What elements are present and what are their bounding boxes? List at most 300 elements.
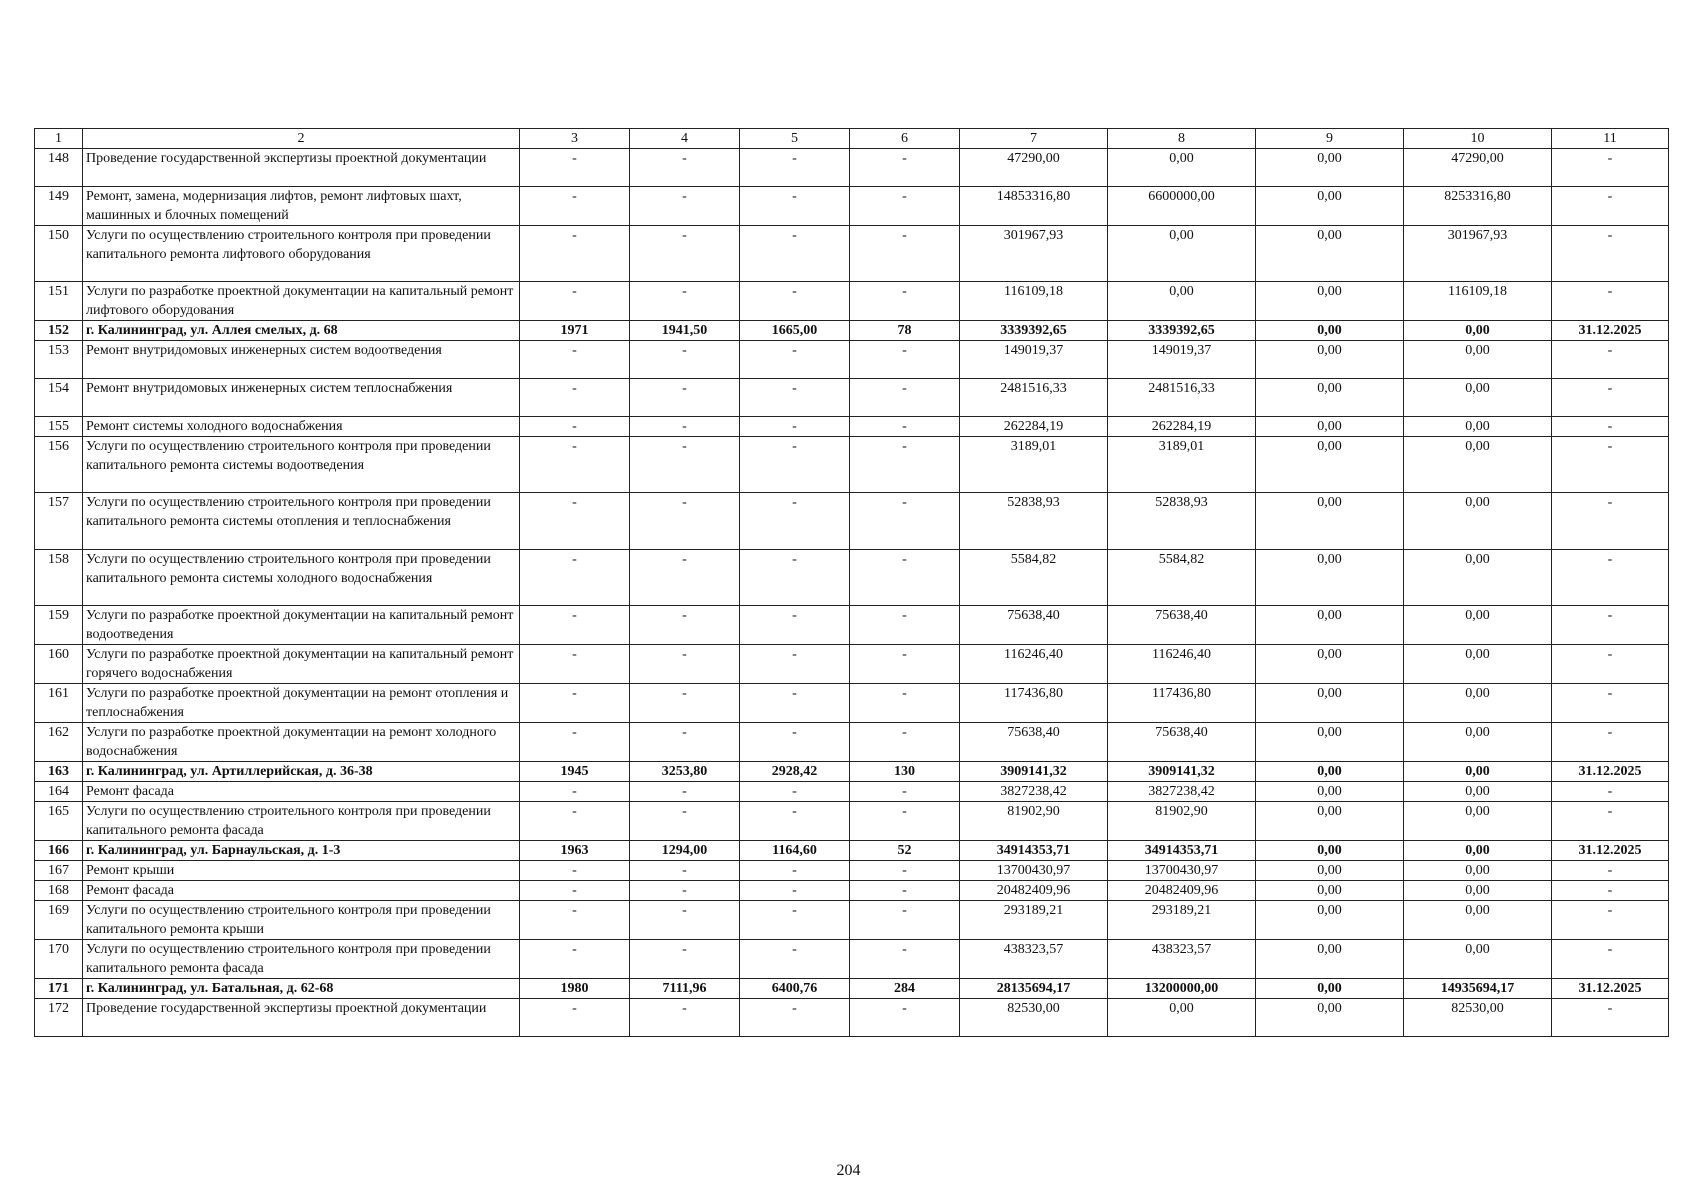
work-description: Ремонт фасада: [83, 782, 520, 802]
table-row: [35, 417, 1669, 437]
total-cost: 75638,40: [960, 723, 1108, 762]
row-number: 153: [35, 341, 83, 379]
budget-cost: 0,00: [1256, 979, 1404, 999]
column-header: 5: [740, 129, 850, 149]
fund-cost: 293189,21: [1108, 901, 1256, 940]
residents-count: -: [850, 187, 960, 226]
row-number: 159: [35, 606, 83, 645]
fund-cost: 3189,01: [1108, 437, 1256, 493]
completion-date: -: [1552, 999, 1669, 1037]
build-year: -: [520, 226, 630, 282]
budget-cost: 0,00: [1256, 187, 1404, 226]
column-header: 6: [850, 129, 960, 149]
total-area: 3253,80: [630, 762, 740, 782]
work-description: Услуги по осуществлению строительного контроля при проведении капитального ремонта крыши: [83, 901, 520, 940]
budget-cost: 0,00: [1256, 341, 1404, 379]
living-area: 2928,42: [740, 762, 850, 782]
build-year: -: [520, 550, 630, 606]
owners-cost: 116109,18: [1404, 282, 1552, 321]
total-cost: 3189,01: [960, 437, 1108, 493]
build-year: -: [520, 493, 630, 550]
total-cost: 117436,80: [960, 684, 1108, 723]
fund-cost: 149019,37: [1108, 341, 1256, 379]
address-row: [35, 979, 1669, 999]
owners-cost: 0,00: [1404, 550, 1552, 606]
fund-cost: 3909141,32: [1108, 762, 1256, 782]
completion-date: -: [1552, 940, 1669, 979]
total-area: -: [630, 226, 740, 282]
completion-date: 31.12.2025: [1552, 841, 1669, 861]
build-year: -: [520, 940, 630, 979]
table-row: [35, 341, 1669, 379]
total-cost: 75638,40: [960, 606, 1108, 645]
fund-cost: 75638,40: [1108, 606, 1256, 645]
living-area: -: [740, 802, 850, 841]
completion-date: -: [1552, 723, 1669, 762]
residents-count: 284: [850, 979, 960, 999]
budget-cost: 0,00: [1256, 379, 1404, 417]
budget-cost: 0,00: [1256, 762, 1404, 782]
fund-cost: 0,00: [1108, 149, 1256, 187]
residents-count: -: [850, 606, 960, 645]
fund-cost: 0,00: [1108, 226, 1256, 282]
fund-cost: 438323,57: [1108, 940, 1256, 979]
total-area: -: [630, 901, 740, 940]
budget-cost: 0,00: [1256, 606, 1404, 645]
living-area: -: [740, 341, 850, 379]
completion-date: 31.12.2025: [1552, 762, 1669, 782]
fund-cost: 34914353,71: [1108, 841, 1256, 861]
living-area: -: [740, 187, 850, 226]
row-number: 161: [35, 684, 83, 723]
living-area: -: [740, 861, 850, 881]
fund-cost: 2481516,33: [1108, 379, 1256, 417]
total-area: -: [630, 684, 740, 723]
column-number-header-row: [35, 129, 1669, 149]
owners-cost: 0,00: [1404, 341, 1552, 379]
fund-cost: 116246,40: [1108, 645, 1256, 684]
completion-date: -: [1552, 282, 1669, 321]
work-description: Услуги по разработке проектной документации на капитальный ремонт лифтового оборудования: [83, 282, 520, 321]
table-row: [35, 881, 1669, 901]
completion-date: -: [1552, 645, 1669, 684]
row-number: 170: [35, 940, 83, 979]
total-area: 1294,00: [630, 841, 740, 861]
page-number: 204: [836, 1162, 861, 1179]
column-header: 1: [35, 129, 83, 149]
budget-cost: 0,00: [1256, 282, 1404, 321]
living-area: -: [740, 606, 850, 645]
total-cost: 3339392,65: [960, 321, 1108, 341]
residents-count: -: [850, 881, 960, 901]
build-year: 1980: [520, 979, 630, 999]
living-area: -: [740, 901, 850, 940]
living-area: -: [740, 881, 850, 901]
living-area: 6400,76: [740, 979, 850, 999]
row-number: 152: [35, 321, 83, 341]
total-area: -: [630, 550, 740, 606]
build-year: 1945: [520, 762, 630, 782]
budget-cost: 0,00: [1256, 550, 1404, 606]
build-year: -: [520, 861, 630, 881]
owners-cost: 0,00: [1404, 493, 1552, 550]
total-cost: 116246,40: [960, 645, 1108, 684]
budget-cost: 0,00: [1256, 881, 1404, 901]
table-row: [35, 645, 1669, 684]
build-year: -: [520, 881, 630, 901]
build-year: -: [520, 723, 630, 762]
build-year: -: [520, 149, 630, 187]
build-year: -: [520, 282, 630, 321]
column-header: 3: [520, 129, 630, 149]
fund-cost: 3339392,65: [1108, 321, 1256, 341]
work-description: Услуги по осуществлению строительного контроля при проведении капитального ремонта фасада: [83, 940, 520, 979]
work-description: Ремонт крыши: [83, 861, 520, 881]
work-description: Услуги по осуществлению строительного контроля при проведении капитального ремонта лифтового оборудования: [83, 226, 520, 282]
total-area: -: [630, 282, 740, 321]
residents-count: -: [850, 550, 960, 606]
total-area: -: [630, 437, 740, 493]
living-area: -: [740, 437, 850, 493]
budget-cost: 0,00: [1256, 841, 1404, 861]
budget-cost: 0,00: [1256, 684, 1404, 723]
work-description: Ремонт внутридомовых инженерных систем водоотведения: [83, 341, 520, 379]
fund-cost: 0,00: [1108, 282, 1256, 321]
owners-cost: 8253316,80: [1404, 187, 1552, 226]
row-number: 165: [35, 802, 83, 841]
work-description: Проведение государственной экспертизы проектной документации: [83, 149, 520, 187]
total-area: -: [630, 802, 740, 841]
residents-count: -: [850, 226, 960, 282]
completion-date: -: [1552, 684, 1669, 723]
column-header: 9: [1256, 129, 1404, 149]
build-year: -: [520, 782, 630, 802]
total-cost: 3827238,42: [960, 782, 1108, 802]
owners-cost: 0,00: [1404, 379, 1552, 417]
living-area: -: [740, 645, 850, 684]
fund-cost: 13200000,00: [1108, 979, 1256, 999]
build-year: -: [520, 606, 630, 645]
residents-count: -: [850, 149, 960, 187]
total-cost: 3909141,32: [960, 762, 1108, 782]
residents-count: -: [850, 999, 960, 1037]
completion-date: -: [1552, 782, 1669, 802]
table-row: [35, 379, 1669, 417]
row-number: 160: [35, 645, 83, 684]
budget-cost: 0,00: [1256, 861, 1404, 881]
residents-count: -: [850, 940, 960, 979]
residents-count: -: [850, 723, 960, 762]
build-year: -: [520, 417, 630, 437]
completion-date: -: [1552, 802, 1669, 841]
total-cost: 52838,93: [960, 493, 1108, 550]
work-description: Услуги по разработке проектной документации на капитальный ремонт горячего водоснабжения: [83, 645, 520, 684]
total-area: -: [630, 645, 740, 684]
owners-cost: 47290,00: [1404, 149, 1552, 187]
budget-cost: 0,00: [1256, 940, 1404, 979]
total-area: -: [630, 782, 740, 802]
total-cost: 20482409,96: [960, 881, 1108, 901]
residents-count: -: [850, 417, 960, 437]
table-row: [35, 226, 1669, 282]
fund-cost: 3827238,42: [1108, 782, 1256, 802]
owners-cost: 0,00: [1404, 782, 1552, 802]
table-body: [35, 129, 1669, 1037]
living-area: -: [740, 550, 850, 606]
row-number: 166: [35, 841, 83, 861]
total-cost: 262284,19: [960, 417, 1108, 437]
completion-date: -: [1552, 901, 1669, 940]
capital-repair-table: [34, 128, 1669, 1037]
row-number: 149: [35, 187, 83, 226]
work-description: Услуги по осуществлению строительного контроля при проведении капитального ремонта системы холодного водоснабжения: [83, 550, 520, 606]
table-row: [35, 999, 1669, 1037]
table-row: [35, 606, 1669, 645]
owners-cost: 0,00: [1404, 606, 1552, 645]
owners-cost: 0,00: [1404, 684, 1552, 723]
total-cost: 293189,21: [960, 901, 1108, 940]
work-description: г. Калининград, ул. Барнаульская, д. 1-3: [83, 841, 520, 861]
living-area: -: [740, 226, 850, 282]
owners-cost: 0,00: [1404, 762, 1552, 782]
column-header: 11: [1552, 129, 1669, 149]
work-description: г. Калининград, ул. Артиллерийская, д. 36-38: [83, 762, 520, 782]
owners-cost: 14935694,17: [1404, 979, 1552, 999]
total-area: -: [630, 341, 740, 379]
build-year: 1963: [520, 841, 630, 861]
column-header: 7: [960, 129, 1108, 149]
owners-cost: 0,00: [1404, 321, 1552, 341]
living-area: 1665,00: [740, 321, 850, 341]
column-header: 8: [1108, 129, 1256, 149]
residents-count: -: [850, 282, 960, 321]
total-area: -: [630, 149, 740, 187]
total-cost: 13700430,97: [960, 861, 1108, 881]
residents-count: -: [850, 901, 960, 940]
owners-cost: 0,00: [1404, 881, 1552, 901]
build-year: -: [520, 437, 630, 493]
build-year: -: [520, 341, 630, 379]
build-year: -: [520, 645, 630, 684]
residents-count: -: [850, 802, 960, 841]
budget-cost: 0,00: [1256, 901, 1404, 940]
fund-cost: 6600000,00: [1108, 187, 1256, 226]
total-cost: 301967,93: [960, 226, 1108, 282]
table-row: [35, 149, 1669, 187]
total-cost: 28135694,17: [960, 979, 1108, 999]
table-row: [35, 901, 1669, 940]
budget-cost: 0,00: [1256, 149, 1404, 187]
fund-cost: 52838,93: [1108, 493, 1256, 550]
budget-cost: 0,00: [1256, 226, 1404, 282]
row-number: 169: [35, 901, 83, 940]
row-number: 167: [35, 861, 83, 881]
row-number: 148: [35, 149, 83, 187]
budget-cost: 0,00: [1256, 321, 1404, 341]
row-number: 164: [35, 782, 83, 802]
owners-cost: 0,00: [1404, 802, 1552, 841]
total-cost: 82530,00: [960, 999, 1108, 1037]
total-cost: 14853316,80: [960, 187, 1108, 226]
completion-date: -: [1552, 341, 1669, 379]
owners-cost: 0,00: [1404, 437, 1552, 493]
total-area: 7111,96: [630, 979, 740, 999]
total-area: -: [630, 417, 740, 437]
completion-date: -: [1552, 606, 1669, 645]
residents-count: -: [850, 684, 960, 723]
total-area: -: [630, 723, 740, 762]
total-area: -: [630, 493, 740, 550]
owners-cost: 0,00: [1404, 841, 1552, 861]
living-area: -: [740, 417, 850, 437]
build-year: -: [520, 901, 630, 940]
residents-count: -: [850, 437, 960, 493]
fund-cost: 262284,19: [1108, 417, 1256, 437]
owners-cost: 0,00: [1404, 901, 1552, 940]
work-description: Услуги по разработке проектной документации на ремонт холодного водоснабжения: [83, 723, 520, 762]
budget-cost: 0,00: [1256, 802, 1404, 841]
total-cost: 116109,18: [960, 282, 1108, 321]
living-area: -: [740, 940, 850, 979]
build-year: -: [520, 802, 630, 841]
table-row: [35, 493, 1669, 550]
fund-cost: 13700430,97: [1108, 861, 1256, 881]
build-year: -: [520, 379, 630, 417]
work-description: Ремонт, замена, модернизация лифтов, ремонт лифтовых шахт, машинных и блочных помещений: [83, 187, 520, 226]
budget-cost: 0,00: [1256, 723, 1404, 762]
owners-cost: 301967,93: [1404, 226, 1552, 282]
living-area: -: [740, 282, 850, 321]
residents-count: -: [850, 861, 960, 881]
owners-cost: 0,00: [1404, 645, 1552, 684]
completion-date: -: [1552, 149, 1669, 187]
total-area: 1941,50: [630, 321, 740, 341]
owners-cost: 0,00: [1404, 723, 1552, 762]
completion-date: -: [1552, 187, 1669, 226]
owners-cost: 0,00: [1404, 861, 1552, 881]
table-row: [35, 187, 1669, 226]
living-area: -: [740, 782, 850, 802]
row-number: 154: [35, 379, 83, 417]
budget-cost: 0,00: [1256, 437, 1404, 493]
table-row: [35, 550, 1669, 606]
address-row: [35, 762, 1669, 782]
table-row: [35, 861, 1669, 881]
work-description: Ремонт системы холодного водоснабжения: [83, 417, 520, 437]
work-description: Услуги по осуществлению строительного контроля при проведении капитального ремонта системы отопления и теплоснабжения: [83, 493, 520, 550]
row-number: 162: [35, 723, 83, 762]
column-header: 2: [83, 129, 520, 149]
row-number: 158: [35, 550, 83, 606]
completion-date: -: [1552, 437, 1669, 493]
budget-cost: 0,00: [1256, 999, 1404, 1037]
residents-count: -: [850, 645, 960, 684]
fund-cost: 20482409,96: [1108, 881, 1256, 901]
address-row: [35, 321, 1669, 341]
fund-cost: 75638,40: [1108, 723, 1256, 762]
total-area: -: [630, 940, 740, 979]
residents-count: 52: [850, 841, 960, 861]
owners-cost: 0,00: [1404, 417, 1552, 437]
completion-date: -: [1552, 379, 1669, 417]
work-description: Ремонт фасада: [83, 881, 520, 901]
completion-date: -: [1552, 861, 1669, 881]
row-number: 171: [35, 979, 83, 999]
total-area: -: [630, 861, 740, 881]
residents-count: -: [850, 493, 960, 550]
completion-date: -: [1552, 493, 1669, 550]
living-area: -: [740, 493, 850, 550]
row-number: 156: [35, 437, 83, 493]
row-number: 163: [35, 762, 83, 782]
residents-count: -: [850, 341, 960, 379]
row-number: 172: [35, 999, 83, 1037]
fund-cost: 81902,90: [1108, 802, 1256, 841]
residents-count: -: [850, 379, 960, 417]
row-number: 168: [35, 881, 83, 901]
living-area: -: [740, 684, 850, 723]
completion-date: -: [1552, 881, 1669, 901]
build-year: -: [520, 684, 630, 723]
address-row: [35, 841, 1669, 861]
fund-cost: 117436,80: [1108, 684, 1256, 723]
column-header: 4: [630, 129, 740, 149]
living-area: -: [740, 149, 850, 187]
work-description: Проведение государственной экспертизы проектной документации: [83, 999, 520, 1037]
table-row: [35, 723, 1669, 762]
total-cost: 5584,82: [960, 550, 1108, 606]
total-cost: 47290,00: [960, 149, 1108, 187]
completion-date: 31.12.2025: [1552, 979, 1669, 999]
work-description: Услуги по разработке проектной документации на капитальный ремонт водоотведения: [83, 606, 520, 645]
fund-cost: 0,00: [1108, 999, 1256, 1037]
work-description: Ремонт внутридомовых инженерных систем теплоснабжения: [83, 379, 520, 417]
residents-count: 78: [850, 321, 960, 341]
table-row: [35, 282, 1669, 321]
row-number: 151: [35, 282, 83, 321]
living-area: 1164,60: [740, 841, 850, 861]
total-cost: 2481516,33: [960, 379, 1108, 417]
budget-cost: 0,00: [1256, 417, 1404, 437]
living-area: -: [740, 379, 850, 417]
completion-date: -: [1552, 550, 1669, 606]
work-description: г. Калининград, ул. Аллея смелых, д. 68: [83, 321, 520, 341]
work-description: Услуги по разработке проектной документации на ремонт отопления и теплоснабжения: [83, 684, 520, 723]
work-description: Услуги по осуществлению строительного контроля при проведении капитального ремонта системы водоотведения: [83, 437, 520, 493]
total-area: -: [630, 379, 740, 417]
table-row: [35, 802, 1669, 841]
owners-cost: 0,00: [1404, 940, 1552, 979]
total-cost: 149019,37: [960, 341, 1108, 379]
living-area: -: [740, 999, 850, 1037]
build-year: -: [520, 999, 630, 1037]
column-header: 10: [1404, 129, 1552, 149]
row-number: 155: [35, 417, 83, 437]
table-row: [35, 940, 1669, 979]
table-row: [35, 782, 1669, 802]
owners-cost: 82530,00: [1404, 999, 1552, 1037]
fund-cost: 5584,82: [1108, 550, 1256, 606]
total-area: -: [630, 606, 740, 645]
living-area: -: [740, 723, 850, 762]
residents-count: -: [850, 782, 960, 802]
completion-date: -: [1552, 417, 1669, 437]
budget-cost: 0,00: [1256, 782, 1404, 802]
table-row: [35, 684, 1669, 723]
budget-cost: 0,00: [1256, 645, 1404, 684]
work-description: Услуги по осуществлению строительного контроля при проведении капитального ремонта фасада: [83, 802, 520, 841]
build-year: -: [520, 187, 630, 226]
